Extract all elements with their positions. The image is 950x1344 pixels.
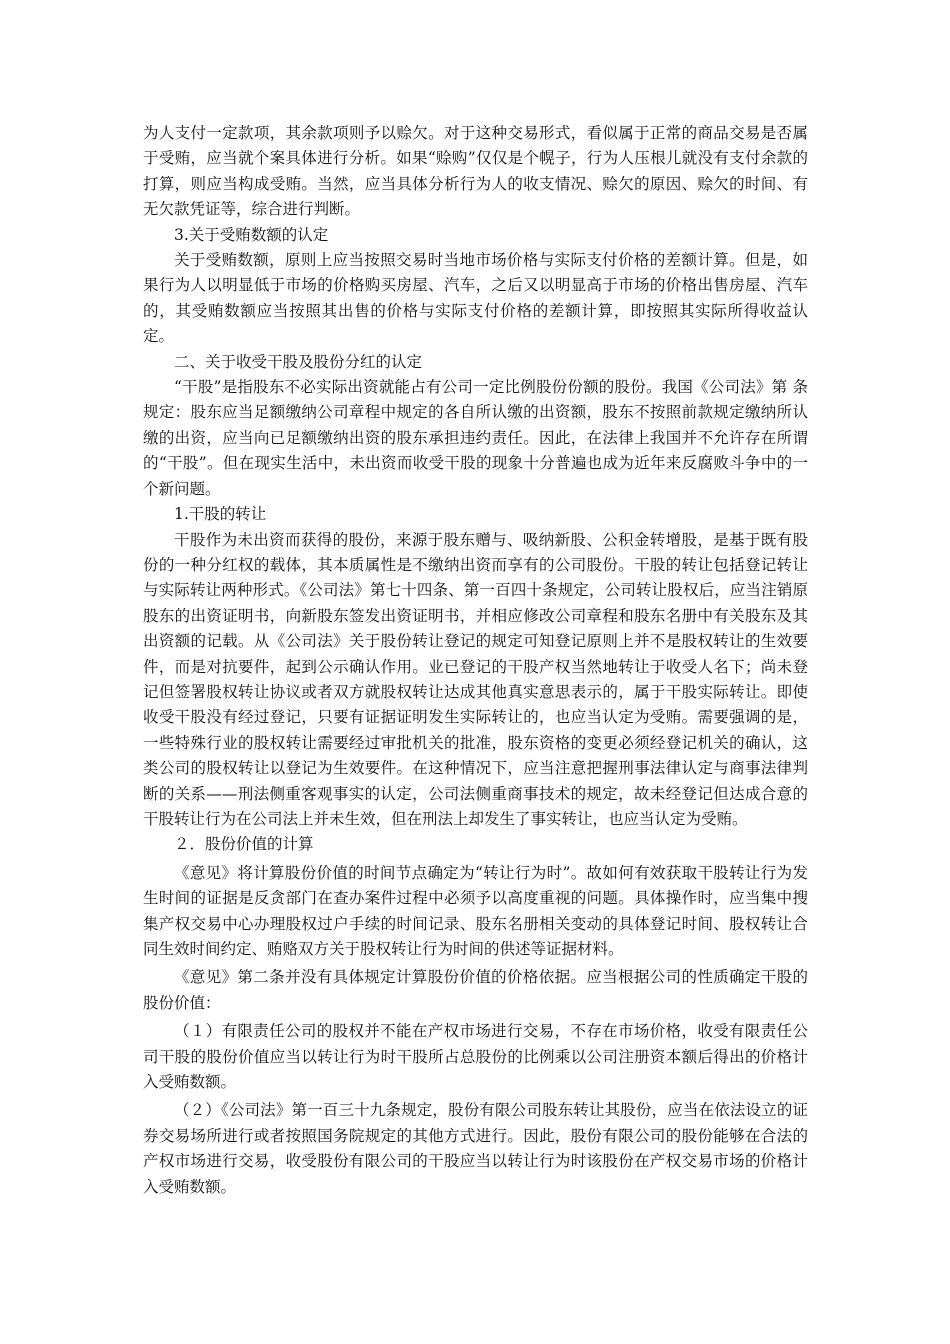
paragraph-share-value-basis: 《意见》第二条并没有具体规定计算股份价值的价格依据。应当根据公司的性质确定干股的股份价值： [143,968,808,1012]
section-heading-dry-shares: 二、关于收受干股及股份分红的认定 [174,352,423,371]
paragraph-share-value-timing: 《意见》将计算股份价值的时间节点确定为“转让行为时”。故如何有效获取干股转让行为发生时间的证据是反贪部门在查办案件过程中必须予以高度重视的问题。具体操作时，应当集中搜集产权交易中心办理股权过户手续的时间记录、股东名册相关变动的具体登记时间、股权转让合同生效时间约定、贿赂双方关于股权转让行为时间的供述等证据材料。 [143,863,808,958]
subheading-share-transfer: 1.干股的转让 [174,505,267,524]
paragraph-joint-stock-company: （２）《公司法》第一百三十九条规定，股份有限公司股东转让其股份，应当在依法设立的证券交易场所进行或者按照国务院规定的其他方式进行。因此，股份有限公司的股份能够在合法的产权市场进行交易，收受股份有限公司的干股应当以转让行为时该股份在产权交易市场的价格计入受贿数额。 [143,1101,808,1196]
paragraph-bribe-amount: 关于受贿数额，原则上应当按照交易时当地市场价格与实际支付价格的差额计算。但是，如果行为人以明显低于市场的价格购买房屋、汽车，之后又以明显高于市场的价格出售房屋、汽车的，其受贿数额应当按照其出售的价格与实际支付价格的差额计算，即按照其实际所得收益认定。 [143,251,808,346]
subheading-bribe-amount: 3.关于受贿数额的认定 [174,225,329,244]
paragraph-continuation: 为人支付一定款项，其余款项则予以赊欠。对于这种交易形式，看似属于正常的商品交易是否属于受贿，应当就个案具体进行分析。如果“赊购”仅仅是个幌子，行为人压根儿就没有支付余款的打算，则应当构成受贿。当然，应当具体分析行为人的收支情况、赊欠的原因、赊欠的时间、有无欠款凭证等，综合进行判断。 [143,124,808,219]
paragraph-dry-shares-definition: “干股”是指股东不必实际出资就能占有公司一定比例股份份额的股份。我国《公司法》第 条规定：股东应当足额缴纳公司章程中规定的各自所认缴的出资额，股东不按照前款规定缴纳所认缴的出资，应当向已足额缴纳出资的股东承担违约责任。因此，在法律上我国并不允许存在所谓的“干股”。但在现实生活中，未出资而收受干股的现象十分普遍也成为近年来反腐败斗争中的一个新问题。 [143,378,808,498]
paragraph-share-transfer: 干股作为未出资而获得的股份，来源于股东赠与、吸纳新股、公积金转增股，是基于既有股份的一种分红权的载体，其本质属性是不缴纳出资而享有的公司股份。干股的转让包括登记转让与实际转让两种形式。《公司法》第七十四条、第一百四十条规定，公司转让股权后，应当注销原股东的出资证明书，向新股东签发出资证明书，并相应修改公司章程和股东名册中有关股东及其出资额的记载。从《公司法》关于股份转让登记的规定可知登记原则上并不是股权转让的生效要件，而是对抗要件，起到公示确认作用。业已登记的干股产权当然地转让于收受人名下；尚未登记但签署股权转让协议或者双方就股权转让达成其他真实意思表示的，属于干股实际转让。即使收受干股没有经过登记，只要有证据证明发生实际转让的，也应当认定为受贿。需要强调的是，一些特殊行业的股权转让需要经过审批机关的批准，股东资格的变更必须经登记机关的确认，这类公司的股权转让以登记为生效要件。在这种情况下，应当注意把握刑事法律认定与商事法律判断的关系——刑法侧重客观事实的认定，公司法侧重商事技术的规定，故未经登记但达成合意的干股转让行为在公司法上并未生效，但在刑法上却发生了事实转让，也应当认定为受贿。 [143,530,808,828]
subheading-share-value: ２．股份价值的计算 [174,835,314,854]
document-body [143,121,808,1200]
paragraph-limited-company: （１）有限责任公司的股权并不能在产权市场进行交易，不存在市场价格，收受有限责任公司干股的股份价值应当以转让行为时干股所占总股份的比例乘以公司注册资本额后得出的价格计入受贿数额。 [143,1022,808,1092]
